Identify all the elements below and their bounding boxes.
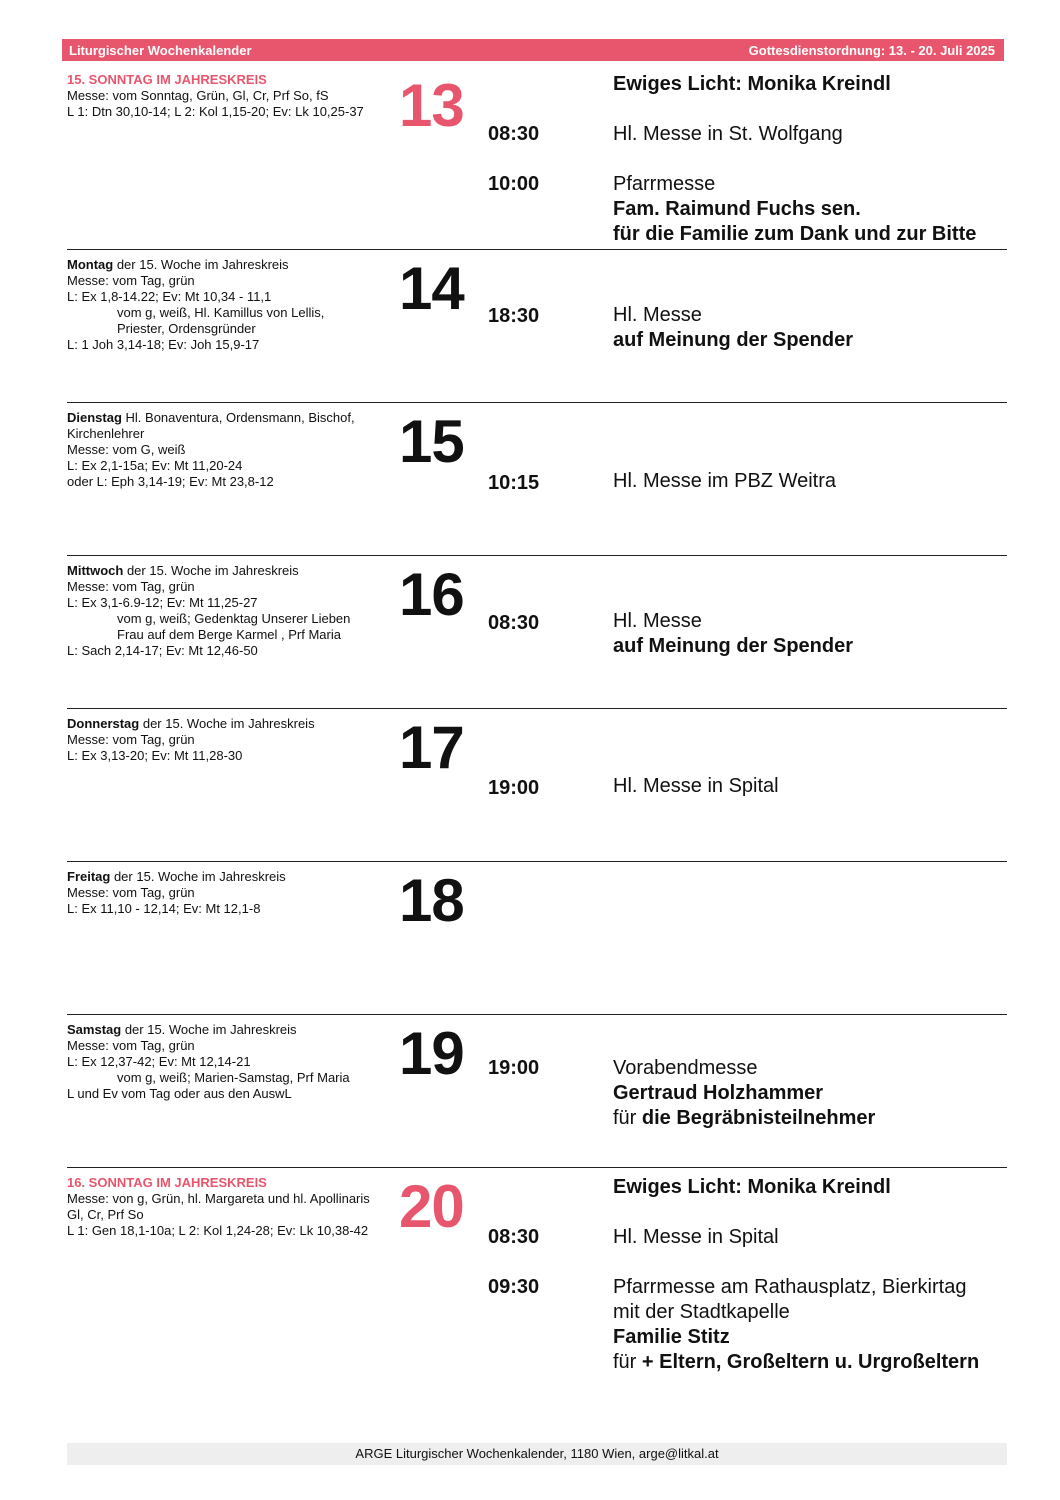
info-line: vom g, weiß, Hl. Kamillus von Lellis, — [117, 305, 325, 320]
event-description: Pfarrmesse Fam. Raimund Fuchs sen. für die Familie zum Dank und zur Bitte — [613, 173, 977, 245]
event-description: Pfarrmesse am Rathausplatz, Bierkirtag mit der Stadtkapelle Familie Stitz für + Eltern, Großeltern u. Urgroßeltern — [613, 1276, 980, 1373]
day-info: Mittwoch der 15. Woche im Jahreskreis Messe: vom Tag, grün L: Ex 3,1-6.9-12; Ev: Mt 11,25-27 vom g, weiß; Gedenktag Unserer Lieben Frau auf dem Berge Karmel , Prf Maria L: Sach 2,14-17; Ev: Mt 12,46-50 — [67, 563, 392, 659]
event-description: Hl. Messe auf Meinung der Spender — [613, 304, 854, 351]
day-info: Dienstag Hl. Bonaventura, Ordensmann, Bischof, Kirchenlehrer Messe: vom G, weiß L: Ex 2,1-15a; Ev: Mt 11,20-24 oder L: Eph 3,14-19; Ev: Mt 23,8-12 — [67, 410, 382, 490]
eternal-light-note: Ewiges Licht: Monika Kreindl — [613, 1176, 891, 1198]
header-bar — [62, 39, 1004, 61]
day-info: Montag der 15. Woche im Jahreskreis Messe: vom Tag, grün L: Ex 1,8-14.22; Ev: Mt 10,34 - 11,1 vom g, weiß, Hl. Kamillus von Lellis, Priester, Ordensgründer L: 1 Joh 3,14-18; Ev: Joh 15,9-17 — [67, 257, 392, 353]
day-number: 13 — [399, 72, 464, 139]
day-number: 16 — [399, 561, 464, 628]
info-line: L: Ex 3,1-6.9-12; Ev: Mt 11,25-27 — [67, 595, 258, 610]
info-line: Kirchenlehrer — [67, 426, 145, 441]
info-line: L: Ex 12,37-42; Ev: Mt 12,14-21 — [67, 1054, 251, 1069]
info-line: Messe: vom Tag, grün — [67, 579, 195, 594]
event-time: 08:30 — [488, 1226, 540, 1248]
day-separator — [67, 555, 1007, 556]
event-time: 19:00 — [488, 1057, 540, 1079]
info-line: L 1: Dtn 30,10-14; L 2: Kol 1,15-20; Ev: Lk 10,25-37 — [67, 104, 364, 119]
day-15 — [67, 410, 1007, 550]
event-time: 08:30 — [488, 612, 540, 634]
weekday: Samstag — [67, 1022, 122, 1037]
weekday: Freitag — [67, 869, 111, 884]
day-separator — [67, 249, 1007, 250]
event-description: Hl. Messe im PBZ Weitra — [613, 470, 836, 492]
day-13 — [67, 72, 1007, 248]
info-line: Gl, Cr, Prf So — [67, 1207, 144, 1222]
event-time: 08:30 — [488, 123, 540, 145]
day-info — [67, 72, 392, 120]
info-line: Priester, Ordensgründer — [117, 321, 256, 336]
info-line: L: Ex 3,13-20; Ev: Mt 11,28-30 — [67, 748, 243, 763]
info-line: Messe: von g, Grün, hl. Margareta und hl. Apollinaris — [67, 1191, 370, 1206]
event-description: Vorabendmesse Gertraud Holzhammer für die Begräbnisteilnehmer — [613, 1057, 876, 1129]
day-separator — [67, 1014, 1007, 1015]
weekday: Mittwoch — [67, 563, 124, 578]
info-line: L: Sach 2,14-17; Ev: Mt 12,46-50 — [67, 643, 258, 658]
event-description: Hl. Messe in St. Wolfgang — [613, 123, 843, 145]
header-date-range: Gottesdienstordnung: 13. - 20. Juli 2025 — [748, 42, 995, 58]
info-line: vom g, weiß; Gedenktag Unserer Lieben — [117, 611, 351, 626]
day-info: Freitag der 15. Woche im Jahreskreis Messe: vom Tag, grün L: Ex 11,10 - 12,14; Ev: Mt 12,1-8 — [67, 869, 392, 917]
day-17 — [67, 716, 1007, 856]
info-line: L: Ex 1,8-14.22; Ev: Mt 10,34 - 11,1 — [67, 289, 272, 304]
event-time: 09:30 — [488, 1276, 540, 1298]
info-line: L 1: Gen 18,1-10a; L 2: Kol 1,24-28; Ev: Lk 10,38-42 — [67, 1223, 369, 1238]
info-line: L: Ex 11,10 - 12,14; Ev: Mt 12,1-8 — [67, 901, 261, 916]
event-time: 19:00 — [488, 777, 540, 799]
footer: ARGE Liturgischer Wochenkalender, 1180 Wien, arge@litkal.at — [67, 1443, 1007, 1465]
day-info: Donnerstag der 15. Woche im Jahreskreis Messe: vom Tag, grün L: Ex 3,13-20; Ev: Mt 11,28-30 — [67, 716, 392, 764]
weekday: Dienstag — [67, 410, 122, 425]
day-info — [67, 1175, 392, 1239]
info-line: L: Ex 2,1-15a; Ev: Mt 11,20-24 — [67, 458, 243, 473]
info-line: L: 1 Joh 3,14-18; Ev: Joh 15,9-17 — [67, 337, 260, 352]
info-line: oder L: Eph 3,14-19; Ev: Mt 23,8-12 — [67, 474, 274, 489]
day-20 — [67, 1175, 1007, 1435]
weekday: Donnerstag — [67, 716, 140, 731]
day-18 — [67, 869, 1007, 1009]
day-number: 14 — [399, 255, 464, 322]
day-14 — [67, 257, 1007, 397]
weekday: Montag — [67, 257, 114, 272]
day-title: 15. SONNTAG IM JAHRESKREIS — [67, 72, 267, 87]
info-line: Messe: vom Tag, grün — [67, 732, 195, 747]
day-separator — [67, 861, 1007, 862]
day-info: Samstag der 15. Woche im Jahreskreis Messe: vom Tag, grün L: Ex 12,37-42; Ev: Mt 12,14-21 vom g, weiß; Marien-Samstag, Prf Maria L und Ev vom Tag oder aus den AuswL — [67, 1022, 392, 1102]
day-number: 19 — [399, 1020, 464, 1087]
event-time: 10:15 — [488, 472, 540, 494]
eternal-light-note: Ewiges Licht: Monika Kreindl — [613, 73, 891, 95]
info-line: Messe: vom G, weiß — [67, 442, 186, 457]
event-description: Hl. Messe in Spital — [613, 775, 779, 797]
info-line: Messe: vom Tag, grün — [67, 885, 195, 900]
info-line: L und Ev vom Tag oder aus den AuswL — [67, 1086, 292, 1101]
day-number: 15 — [399, 408, 464, 475]
day-19 — [67, 1022, 1007, 1162]
day-separator — [67, 708, 1007, 709]
event-time: 18:30 — [488, 305, 540, 327]
event-description: Hl. Messe in Spital — [613, 1226, 779, 1248]
day-title: 16. SONNTAG IM JAHRESKREIS — [67, 1175, 267, 1190]
info-line: Messe: vom Sonntag, Grün, Gl, Cr, Prf So, fS — [67, 88, 329, 103]
day-number: 20 — [399, 1173, 464, 1240]
day-separator — [67, 402, 1007, 403]
info-line: Messe: vom Tag, grün — [67, 273, 195, 288]
info-line: Frau auf dem Berge Karmel , Prf Maria — [117, 627, 341, 642]
day-number: 17 — [399, 714, 464, 781]
day-separator — [67, 1167, 1007, 1168]
info-line: vom g, weiß; Marien-Samstag, Prf Maria — [117, 1070, 350, 1085]
event-time: 10:00 — [488, 173, 540, 195]
info-line: Messe: vom Tag, grün — [67, 1038, 195, 1053]
event-description: Hl. Messe auf Meinung der Spender — [613, 610, 854, 657]
day-number: 18 — [399, 867, 464, 934]
day-16 — [67, 563, 1007, 703]
header-title: Liturgischer Wochenkalender — [69, 42, 252, 58]
